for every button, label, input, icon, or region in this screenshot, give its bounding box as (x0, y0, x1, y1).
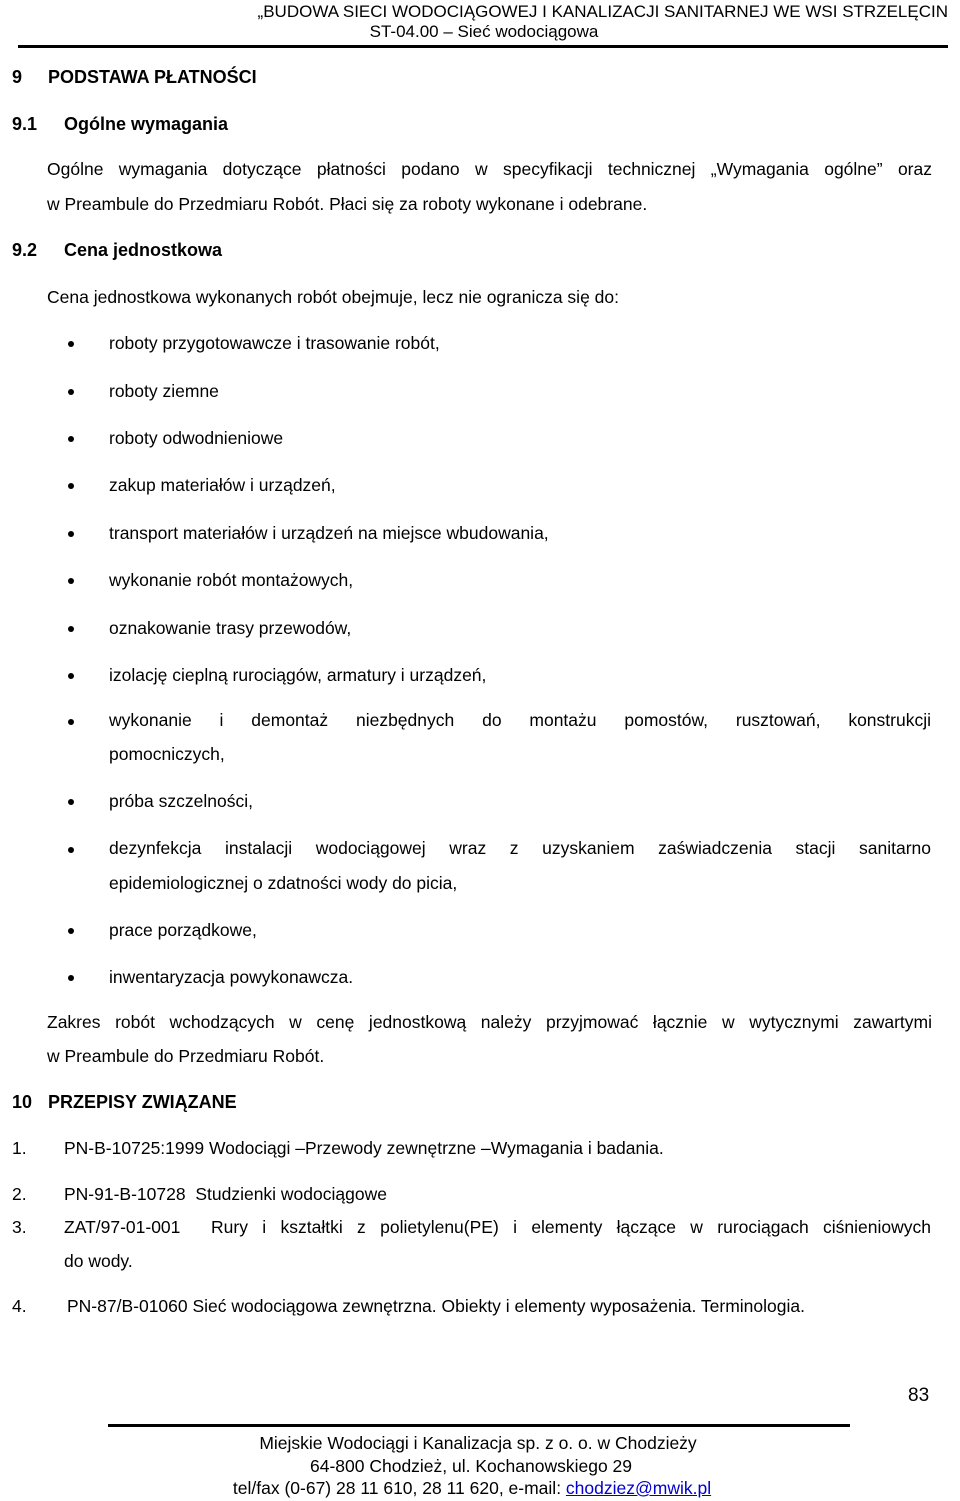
reference-number: 3. (12, 1217, 27, 1237)
reference-number: 4. (12, 1296, 27, 1316)
reference-text: PN-87/B-01060 Sieć wodociągowa zewnętrzna. Obiekty i elementy wyposażenia. Terminologia. (67, 1296, 805, 1316)
header-rule (18, 45, 948, 48)
list-item: dezynfekcja instalacji wodociągowej wraz z uzyskaniem zaświadczenia stacji sanitarno (109, 838, 931, 858)
section-9-2-number: 9.2 (12, 240, 38, 260)
bullet-icon (68, 341, 74, 347)
bullet-icon (68, 847, 74, 853)
list-item: oznakowanie trasy przewodów, (109, 618, 352, 638)
list-item: roboty ziemne (109, 381, 219, 401)
paragraph-line: w Preambule do Przedmiaru Robót. (47, 1046, 325, 1066)
footer-rule (108, 1424, 850, 1427)
list-item: roboty przygotowawcze i trasowanie robót, (109, 333, 440, 353)
list-item: wykonanie i demontaż niezbędnych do montażu pomostów, rusztowań, konstrukcji (109, 710, 931, 730)
footer-contact (0, 1478, 960, 1499)
list-item: prace porządkowe, (109, 920, 257, 940)
section-9-1-number: 9.1 (12, 114, 38, 134)
section-10-title: PRZEPISY ZWIĄZANE (48, 1092, 237, 1112)
section-9-1-title: Ogólne wymagania (64, 114, 229, 134)
document-header-subtitle (0, 22, 960, 42)
bullet-icon (68, 626, 74, 632)
list-item: izolację cieplną rurociągów, armatury i urządzeń, (109, 665, 487, 685)
section-9-2-title: Cena jednostkowa (64, 240, 223, 260)
bullet-icon (68, 531, 74, 537)
list-item: zakup materiałów i urządzeń, (109, 475, 336, 495)
bullet-icon (68, 673, 74, 679)
paragraph-line: Zakres robót wchodzących w cenę jednostkową należy przyjmować łącznie w wytycznymi zawartymi (47, 1012, 932, 1032)
bullet-icon (68, 719, 74, 725)
footer-company (0, 1433, 960, 1454)
list-item: roboty odwodnieniowe (109, 428, 284, 448)
bullet-icon (68, 928, 74, 934)
list-item: wykonanie robót montażowych, (109, 570, 354, 590)
reference-number: 1. (12, 1138, 27, 1158)
reference-text: PN-B-10725:1999 Wodociągi –Przewody zewnętrzne –Wymagania i badania. (64, 1138, 664, 1158)
reference-code: ZAT/97-01-001 (64, 1217, 181, 1237)
footer-company-text: Miejskie Wodociągi i Kanalizacja sp. z o. o. w Chodzieży (259, 1433, 697, 1453)
reference-number: 2. (12, 1184, 27, 1204)
bullet-icon (68, 483, 74, 489)
list-item: transport materiałów i urządzeń na miejsce wbudowania, (109, 523, 549, 543)
bullet-icon (68, 389, 74, 395)
page-number: 83 (908, 1385, 930, 1406)
document-header-title: „BUDOWA SIECI WODOCIĄGOWEJ I KANALIZACJI SANITARNEJ WE WSI STRZELĘCIN (257, 2, 948, 21)
bullet-icon (68, 578, 74, 584)
footer-address (0, 1456, 960, 1477)
section-9-title: PODSTAWA PŁATNOŚCI (48, 67, 257, 87)
list-item-continuation: epidemiologicznej o zdatności wody do picia, (109, 873, 458, 893)
list-item-continuation: pomocniczych, (109, 744, 225, 764)
bullet-icon (68, 436, 74, 442)
bullet-icon (68, 799, 74, 805)
reference-text: PN-91-B-10728 Studzienki wodociągowe (64, 1184, 387, 1204)
reference-text: Rury i kształtki z polietylenu(PE) i elementy łączące w rurociągach ciśnieniowych (211, 1217, 931, 1237)
bullet-icon (68, 975, 74, 981)
list-item: próba szczelności, (109, 791, 253, 811)
section-9-number: 9 (12, 67, 23, 87)
list-item: inwentaryzacja powykonawcza. (109, 967, 354, 987)
section-10-number: 10 (12, 1092, 33, 1112)
footer-email-link[interactable]: chodziez@mwik.pl (565, 1478, 712, 1498)
paragraph-line: w Preambule do Przedmiaru Robót. Płaci się za roboty wykonane i odebrane. (47, 194, 648, 214)
paragraph-line: Ogólne wymagania dotyczące płatności podano w specyfikacji technicznej „Wymagania ogólne” oraz (47, 159, 932, 179)
footer-address-text: 64-800 Chodzież, ul. Kochanowskiego 29 (309, 1456, 632, 1476)
footer-contact-text: tel/fax (0-67) 28 11 610, 28 11 620, e-mail: (232, 1478, 566, 1498)
paragraph-intro: Cena jednostkowa wykonanych robót obejmuje, lecz nie ogranicza się do: (47, 287, 619, 307)
reference-continuation: do wody. (64, 1251, 133, 1271)
header-subtitle-text: ST-04.00 – Sieć wodociągowa (369, 22, 599, 41)
